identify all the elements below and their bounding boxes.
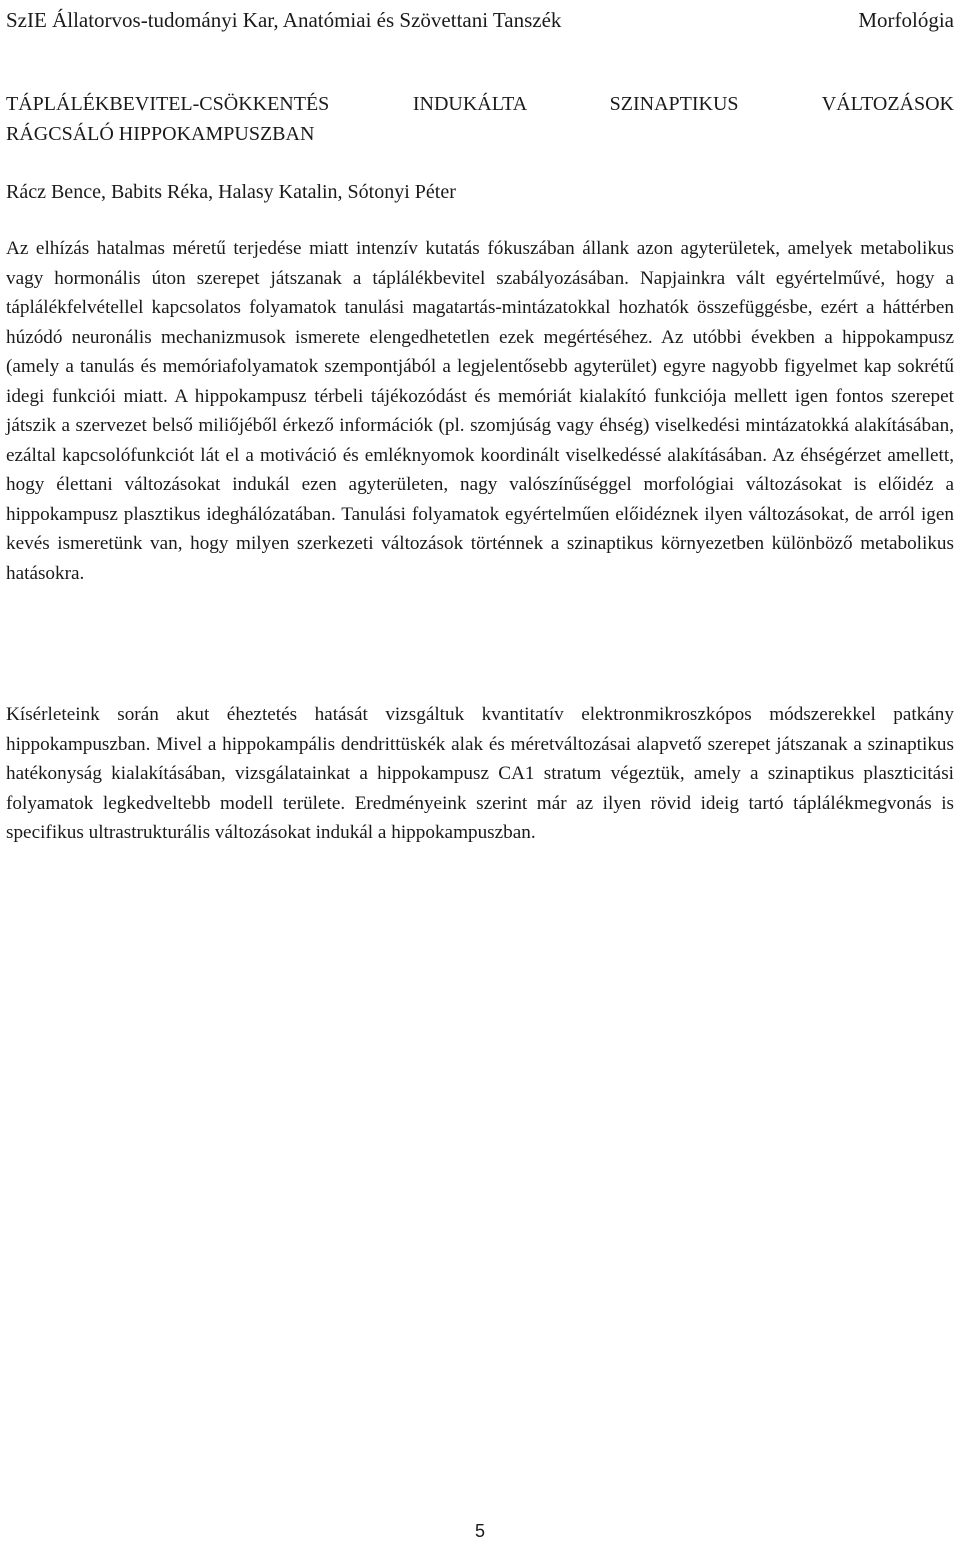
author-list: Rácz Bence, Babits Réka, Halasy Katalin, Sótonyi Péter <box>6 181 456 203</box>
title-line-1: TÁPLÁLÉKBEVITEL-CSÖKKENTÉS INDUKÁLTA SZINAPTIKUS VÁLTOZÁSOK <box>6 93 954 115</box>
title-line-2: RÁGCSÁLÓ HIPPOKAMPUSZBAN <box>6 123 315 145</box>
body-paragraph-1: Az elhízás hatalmas méretű terjedése miatt intenzív kutatás fókuszában állank azon agyterületek, amelyek metabolikus vagy hormonális úton szerepet játszanak a táplálékbevitel szabályozásában. Napjainkra vált egyértelművé, hogy a táplálékfelvétellel kapcsolatos folyamatok tanulási magatartás-mintázatokkal hozhatók összefüggésbe, ezért a háttérben húzódó neuronális mechanizmusok ismerete elengedhetetlen ezek megértéséhez. Az utóbbi években a hippokampusz (amely a tanulás és memóriafolyamatok szempontjából a legjelentősebb agyterület) egyre nagyobb figyelmet kap sokrétű idegi funkciói miatt. A hippokampusz térbeli tájékozódást és memóriát kialakító funkciója mellett igen fontos szerepet játszik a szervezet belső miliőjéből érkező információk (pl. szomjúság vagy éhség) viselkedési mintázatokká alakításában, ezáltal kapcsolófunkciót lát el a motiváció és emléknyomok koordinált viselkedéssé alakításában. Az éhségérzet amellett, hogy élettani változásokat indukál ezen agyterületen, nagy valószínűséggel morfológiai változásokat is előidéz a hippokampusz plasztikus ideghálózatában. Tanulási folyamatok egyértelműen előidéznek ilyen változásokat, de arról igen kevés ismeretünk van, hogy milyen szerkezeti változások történnek a szinaptikus környezetben különböző metabolikus hatásokra. <box>6 238 954 584</box>
header-section: Morfológia <box>858 8 954 32</box>
page-header <box>6 6 954 34</box>
page-number: 5 <box>474 1521 485 1541</box>
header-institution: SzIE Állatorvos-tudományi Kar, Anatómiai és Szövettani Tanszék <box>6 8 562 32</box>
article-title <box>6 89 954 149</box>
body-paragraph-2: Kísérleteink során akut éheztetés hatását vizsgáltuk kvantitatív elektronmikroszkópos módszerekkel patkány hippokampuszban. Mivel a hippokampális dendrittüskék alak és méretváltozásai alapvető szerepet játszanak a szinaptikus hatékonyság kialakításában, vizsgálatainkat a hippokampusz CA1 stratum végeztük, amely a szinaptikus plaszticitási folyamatok legkedveltebb modell területe. Eredményeink szerint már az ilyen rövid ideig tartó táplálékmegvonás is specifikus ultrastrukturális változásokat indukál a hippokampuszban. <box>6 704 954 843</box>
